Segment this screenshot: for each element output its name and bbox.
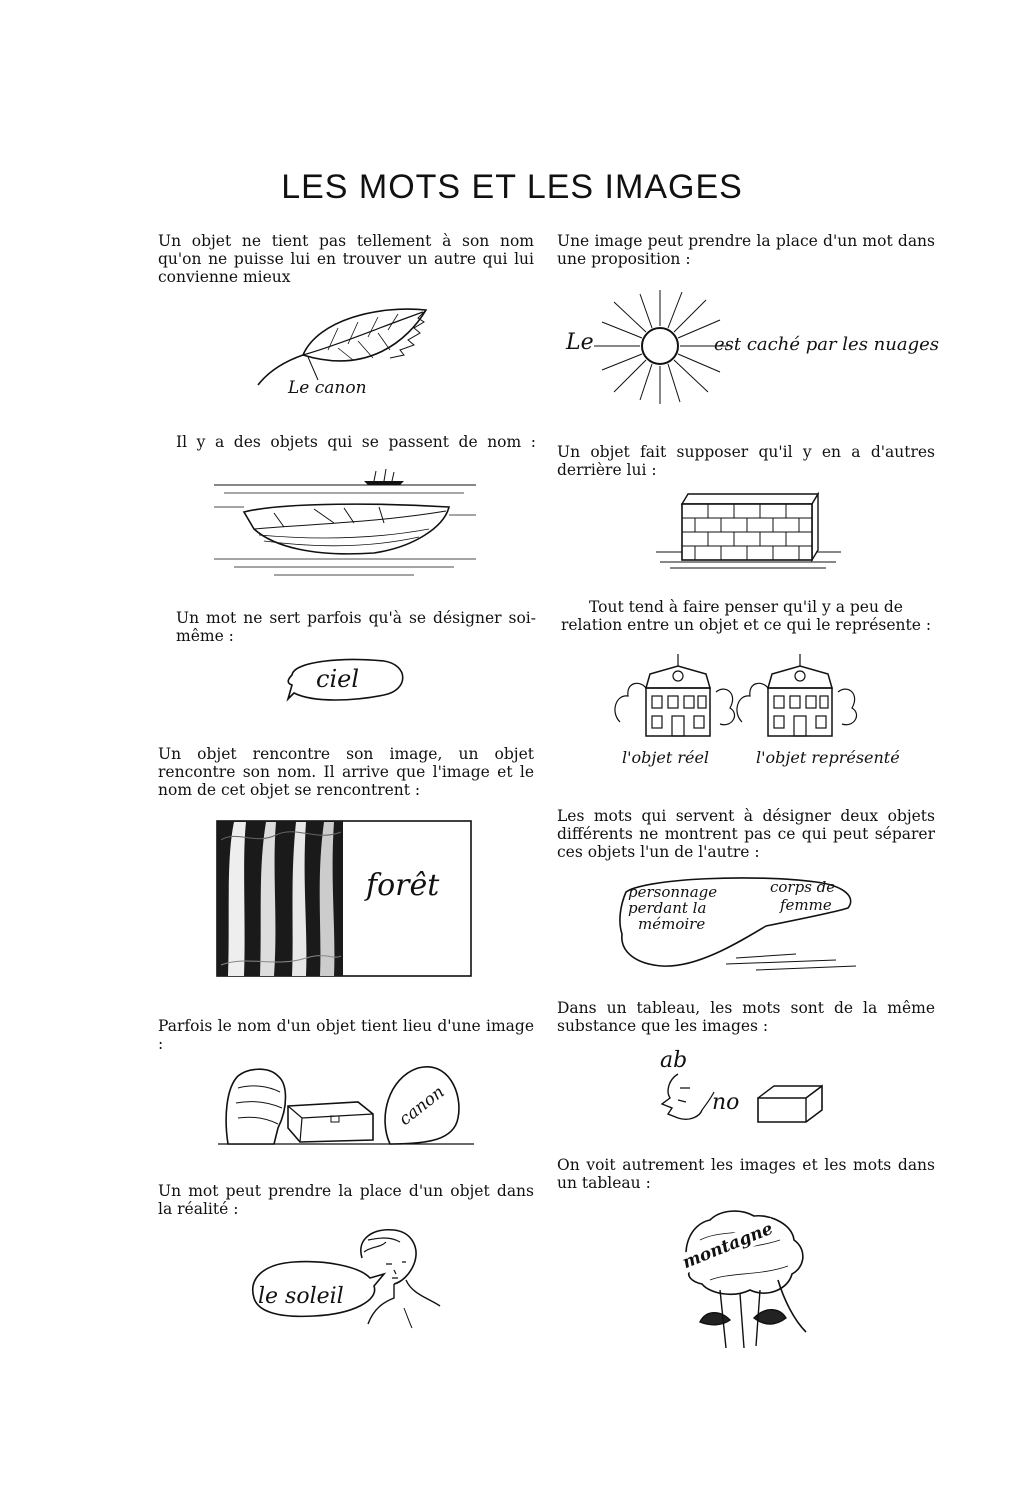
- right-section-5-text: Dans un tableau, les mots sont de la même substance que les images :: [557, 999, 935, 1035]
- bubble-right-line: corps de: [770, 878, 836, 896]
- left-section-4-text: Un objet rencontre son image, un objet rencontre son nom. Il arrive que l'image et le nom de cet objet se rencontrent :: [158, 745, 534, 799]
- bubble-label-right: [770, 878, 835, 914]
- left-section-2-text: Il y a des objets qui se passent de nom :: [176, 433, 536, 451]
- ciel-label: ciel: [316, 665, 359, 693]
- bubble-left-line: mémoire: [638, 915, 706, 933]
- bubble-right-line: femme: [780, 896, 832, 914]
- sun-label-before: Le: [566, 330, 594, 355]
- left-section-6-text: Un mot peut prendre la place d'un objet dans la réalité :: [158, 1182, 534, 1218]
- left-section-3-text: Un mot ne sert parfois qu'à se désigner soi-même :: [176, 609, 536, 645]
- houses-illustration: [610, 652, 862, 752]
- right-section-6-text: On voit autrement les images et les mots dans un tableau :: [557, 1156, 935, 1192]
- wall-illustration: [656, 492, 841, 574]
- woman-soleil-illustration: [244, 1228, 444, 1328]
- profile-label-top: ab: [660, 1048, 688, 1073]
- leaf-label: Le canon: [288, 378, 367, 398]
- right-section-4-text: Les mots qui servent à désigner deux objets différents ne montrent pas ce qui peut séparer ces objets l'un de l'autre :: [557, 807, 935, 861]
- foret-label: forêt: [366, 868, 440, 903]
- soleil-label: le soleil: [258, 1284, 344, 1309]
- bubble-label-left: [628, 884, 717, 932]
- bubble-left-line: personnage: [628, 883, 718, 901]
- house-label-right: l'objet représenté: [756, 748, 900, 767]
- right-section-2-text: Un objet fait supposer qu'il y en a d'autres derrière lui :: [557, 443, 935, 479]
- left-section-1-text: Un objet ne tient pas tellement à son nom qu'on ne puisse lui en trouver un autre qui lui convienne mieux: [158, 232, 534, 286]
- right-section-1-text: Une image peut prendre la place d'un mot dans une proposition :: [557, 232, 935, 268]
- left-section-5-text: Parfois le nom d'un objet tient lieu d'une image :: [158, 1017, 534, 1053]
- sun-label-after: est caché par les nuages: [714, 334, 939, 355]
- bubble-left-line: perdant la: [628, 899, 707, 917]
- boat-illustration: [214, 467, 476, 579]
- page-title: LES MOTS ET LES IMAGES: [281, 168, 743, 206]
- profile-label-mid: no: [712, 1090, 740, 1115]
- montagne-label: montagne: [679, 1218, 776, 1274]
- right-section-3-text: Tout tend à faire penser qu'il y a peu de relation entre un objet et ce qui le représente :: [560, 598, 932, 634]
- canon-stone-label: canon: [395, 1082, 449, 1130]
- house-label-left: l'objet réel: [622, 748, 710, 767]
